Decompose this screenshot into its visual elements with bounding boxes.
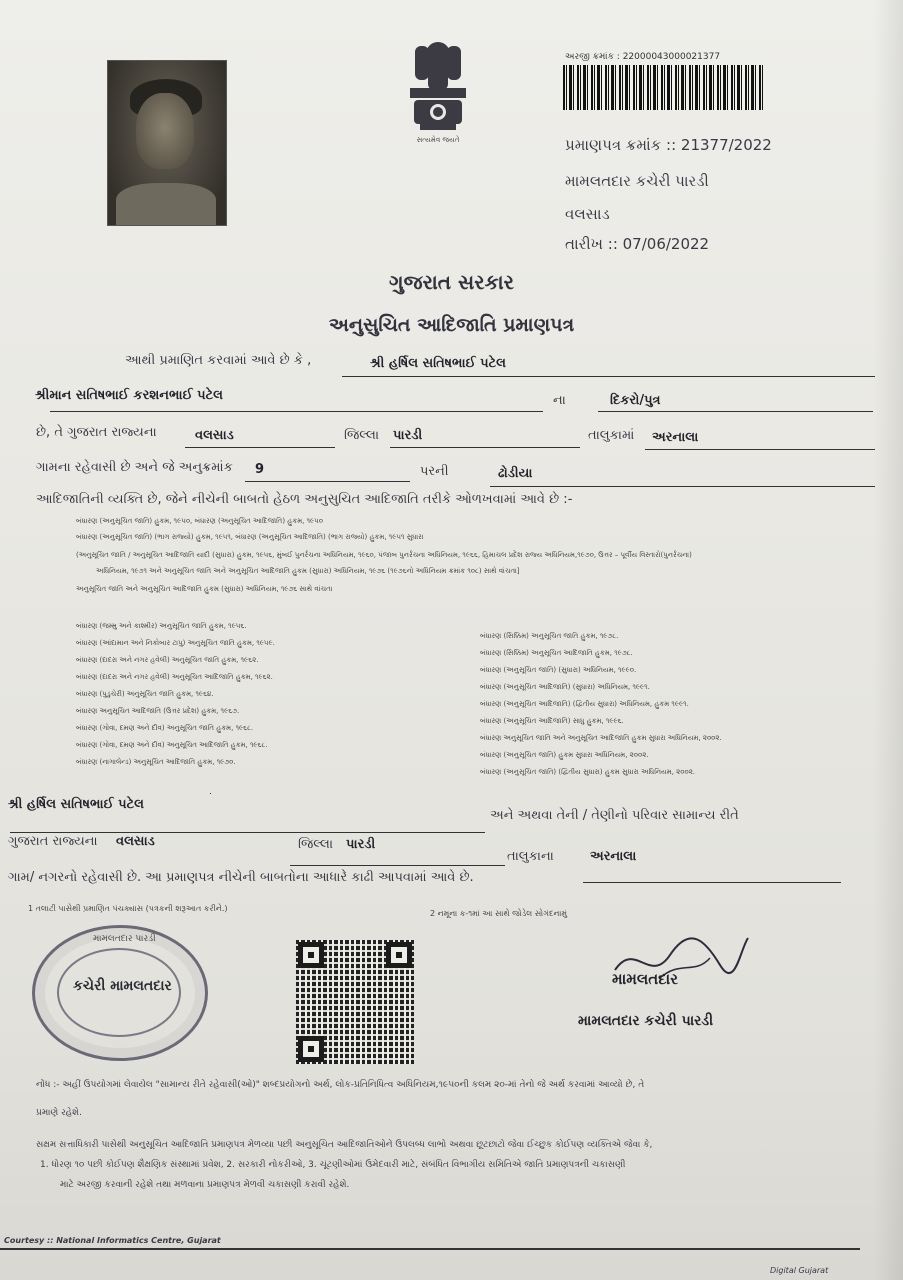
application-number: અરજી ક્રમાંક : 22000043000021377	[565, 52, 721, 62]
seal-ring-text: મામલતદાર પારડી	[93, 934, 156, 944]
issuing-office: મામલતદાર કચેરી પારડી	[565, 172, 709, 190]
certificate-number: પ્રમાણપત્ર ક્રમાંક :: 21377/2022	[565, 136, 772, 154]
note-line: પ્રમાણે રહેશે.	[36, 1108, 82, 1118]
order-right: બંધારણ અનુસૂચિત જાતિ અને અનુસૂચિત આદિજાતિ હુકમ સુધારા અધિનિયમ, ૨૦૦૨.	[480, 734, 722, 742]
order-right: બંધારણ (અનુસૂચિત આદિજાતિ) સાધુ હુકમ, ૧૯૯૬.	[480, 717, 624, 725]
district-name: વલસાડ	[195, 428, 234, 443]
emblem-caption: સત્યમેવ જયતે	[416, 136, 460, 144]
order-left: બંધારણ (ગોવા, દમણ અને દીવ) અનુસૂચિત જાતિ હુકમ, ૧૯૬૮.	[76, 724, 254, 732]
order-left: બંધારણ અનુસૂચિત આદિજાતિ (ઉત્તર પ્રદેશ) હુકમ, ૧૯૬૭.	[76, 707, 240, 715]
na-label: ના	[553, 393, 566, 408]
order-line: અનુસૂચિત જાતિ અને અનુસૂચિત આદિજાતિ હુકમ (સુધારા) અધિનિયમ, ૧૯૭૬ સાથે વાંચતા	[76, 585, 333, 593]
note-line: માટે અરજી કરવાની રહેશે તથા મળવાના પ્રમાણપત્ર મેળવી ચકાસણી કરાવી રહેશે.	[60, 1180, 350, 1190]
national-emblem-icon	[398, 36, 478, 148]
tribe-name: ઢોડીયા	[498, 466, 533, 481]
applicant-name: શ્રી હર્ષિલ સતિષભાઈ પટેલ	[370, 356, 506, 371]
basis-item-1: 1 તલાટી પાસેથી પ્રમાણિત પંચક્યાસ (પત્રકની શરૂઆત કરીને.)	[28, 904, 228, 913]
applicant-photo	[107, 60, 227, 226]
issue-date: તારીખ :: 07/06/2022	[565, 235, 710, 253]
serial-number: 9	[255, 462, 265, 477]
footer-courtesy: Courtesy :: National Informatics Centre, Gujarat	[4, 1236, 221, 1245]
state-prefix: છે, તે ગુજરાત રાજ્યના	[36, 425, 157, 440]
taluka-value: અરનાલા	[652, 430, 699, 445]
basis-item-2: 2 નમૂના ક-૧માં આ સાથે જોડેલ સોગંદનામું	[430, 909, 568, 918]
order-right: બંધારણ (સિક્કિમ) અનુસૂચિત આદિજાતિ હુકમ, ૧૯૭૮.	[480, 649, 633, 657]
note-line: 1. ધોરણ ૧૦ પછી કોઈપણ શૈક્ષણિક સંસ્થામાં પ્રવેશ, 2. સરકારી નોકરીઓ, 3. ચૂંટણીઓમાં ઉમેદવારી માટે, સંબંધિત વિભાગીય સમિતિએ જાતિ પ્રમાણપત્રની ચકાસણી	[40, 1160, 626, 1170]
serial-suffix: પરની	[420, 464, 449, 479]
family-district-name: વલસાડ	[116, 834, 155, 849]
note-line: નોંધ :- અહીં ઉપયોગમાં લેવાયેલ "સામાન્ય રીતે રહેવાસી(ઓ)" શબ્દપ્રયોગનો અર્થ, લોક-પ્રતિનિધિત્વ અધિનિયમ,૧૯૫૦ની કલમ ૨૦-માં તેનો જે અર્થ કરવામાં આવ્યો છે, તે	[36, 1080, 645, 1090]
seal-center-text: કચેરી મામલતદાર	[73, 978, 172, 994]
family-closing: ગામ/ નગરનો રહેવાસી છે. આ પ્રમાણપત્ર નીચેની બાબતોના આધારે કાઢી આપવામાં આવે છે.	[8, 870, 474, 885]
order-right: બંધારણ (અનુસૂચિત આદિજાતિ) (દ્વિતીય સુધારા) અધિનિયમ, હુકમ ૧૯૯૧.	[480, 700, 689, 708]
order-right: બંધારણ (અનુસૂચિત જાતિ) હુકમ સુધારા અધિનિયમ, ૨૦૦૨.	[480, 751, 649, 759]
district-label: જિલ્લા	[344, 428, 380, 443]
father-name: શ્રીમાન સતિષભાઈ કરશનભાઈ પટેલ	[35, 388, 223, 403]
relation: દિકરો/પુત્ર	[610, 393, 661, 408]
family-taluka-label: તાલુકાના	[507, 849, 554, 864]
village-prefix: ગામના રહેવાસી છે અને જે અનુક્રમાંક	[36, 460, 233, 475]
government-title: ગુજરાત સરકાર	[389, 270, 514, 294]
order-left: બંધારણ (દાદરા અને નગર હવેલી) અનુસૂચિત જાતિ હુકમ, ૧૯૬૨.	[76, 656, 259, 664]
district-value: પારડી	[393, 428, 423, 443]
note-line: સક્ષમ સત્તાધિકારી પાસેથી અનુસૂચિત આદિજાતિ પ્રમાણપત્ર મેળવ્યા પછી અનુસૂચિત આદિજાતિઓને ઉપલબ્ધ લાભો અથવા છૂટછાટો જેવા ઈચ્છુક કોઈપણ વ્યક્તિએ જેવા કે,	[36, 1140, 653, 1150]
family-district-value: પારડી	[346, 837, 376, 852]
order-left: બંધારણ (પુડુચેરી) અનુસૂચિત જાતિ હુકમ, ૧૯૬૪.	[76, 690, 214, 698]
issuing-place: વલસાડ	[565, 205, 610, 223]
family-district-label: જિલ્લા	[298, 837, 334, 852]
order-line: (અનુસૂચિત જાતિ / અનુસૂચિત આદિજાતિ યાદી (સુધારા) હુકમ, ૧૯૫૬, મુંબઈ પુનર્રચના અધિનિયમ, ૧૯૬૦, પંજાબ પુનર્રચના અધિનિયમ, ૧૯૬૬, હિમાચલ પ્રદેશ રાજ્ય અધિનિયમ,૧૯૭૦, ઉત્તર – પૂર્વીય વિસ્તારો(પુનર્રચના)	[76, 551, 692, 559]
order-line: અધિનિયમ, ૧૯૭૧ અને અનુસૂચિત જાતિ અને અનુસૂચિત આદિજાતિ હુકમ (સુધારા) અધિનિયમ, ૧૯૭૬ (૧૯૭૬નો અધિનિયમ ક્રમાંક ૧૦૮) સાથે વાંચતા]	[96, 567, 520, 575]
family-taluka-value: અરનાલા	[590, 849, 637, 864]
order-line: બંધારણ (અનુસૂચિત જાતિ) હુકમ, ૧૯૫૦, બંધારણ (અનુસૂચિત આદિજાતિ) હુકમ, ૧૯૫૦	[76, 517, 323, 525]
certify-prefix: આથી પ્રમાણિત કરવામાં આવે છે કે ,	[125, 353, 312, 368]
office-seal	[32, 925, 208, 1061]
signatory-title: મામલતદાર	[612, 970, 678, 988]
family-residence-suffix: અને અથવા તેની / તેણીનો પરિવાર સામાન્ય રીતે	[490, 808, 739, 823]
tribe-recognition-line: આદિજાતિની વ્યક્તિ છે, જેને નીચેની બાબતો હેઠળ અનુસુચિત આદિજાતિ તરીકે ઓળખવામાં આવે છે :-	[36, 492, 573, 507]
order-left: બંધારણ (આંદામાન અને નિકોબાર ટાપુ) અનુસૂચિત જાતિ હુકમ, ૧૯૫૯.	[76, 639, 275, 647]
family-state-prefix: ગુજરાત રાજ્યના	[8, 834, 98, 849]
order-right: બંધારણ (અનુસૂચિત જાતિ) (સુધારા) અધિનિયમ, ૧૯૯૦.	[480, 666, 637, 674]
order-left: બંધારણ (નાગાલેન્ડ) અનુસૂચિત આદિજાતિ હુકમ, ૧૯૭૦.	[76, 758, 236, 766]
certificate-title: અનુસુચિત આદિજાતિ પ્રમાણપત્ર	[328, 314, 575, 336]
taluka-label: તાલુકામાં	[588, 428, 635, 443]
family-applicant-name: શ્રી હર્ષિલ સતિષભાઈ પટેલ	[8, 797, 144, 812]
order-left: બંધારણ (જમ્મુ અને કાશ્મીર) અનુસૂચિત જાતિ હુકમ, ૧૯૫૬.	[76, 622, 247, 630]
order-right: બંધારણ (સિક્કિમ) અનુસૂચિત જાતિ હુકમ, ૧૯૭૮.	[480, 632, 619, 640]
order-left: બંધારણ (ગોવા, દમણ અને દીવ) અનુસૂચિત આદિજાતિ હુકમ, ૧૯૬૮.	[76, 741, 268, 749]
signatory-office: મામલતદાર કચેરી પારડી	[578, 1013, 714, 1029]
order-left: બંધારણ (દાદરા અને નગર હવેલી) અનુસૂચિત આદિજાતિ હુકમ, ૧૯૬૨.	[76, 673, 273, 681]
qr-code	[296, 940, 414, 1064]
order-right: બંધારણ (અનુસૂચિત જાતિ) (દ્વિતીય સુધારા) હુકમ સુધારા અધિનિયમ, ૨૦૦૨.	[480, 768, 696, 776]
barcode	[563, 65, 763, 110]
order-line: બંધારણ (અનુસૂચિત જાતિ) (ભાગ રાજ્યો) હુકમ, ૧૯૫૧, બંધારણ (અનુસૂચિત આદિજાતિ) (ભાગ રાજ્યો) હુકમ, ૧૯૫૧ સુધારા	[76, 533, 424, 541]
order-right: બંધારણ (અનુસૂચિત આદિજાતિ) (સુધારા) અધિનિયમ, ૧૯૯૧.	[480, 683, 650, 691]
footer-digital: Digital Gujarat	[770, 1266, 829, 1275]
